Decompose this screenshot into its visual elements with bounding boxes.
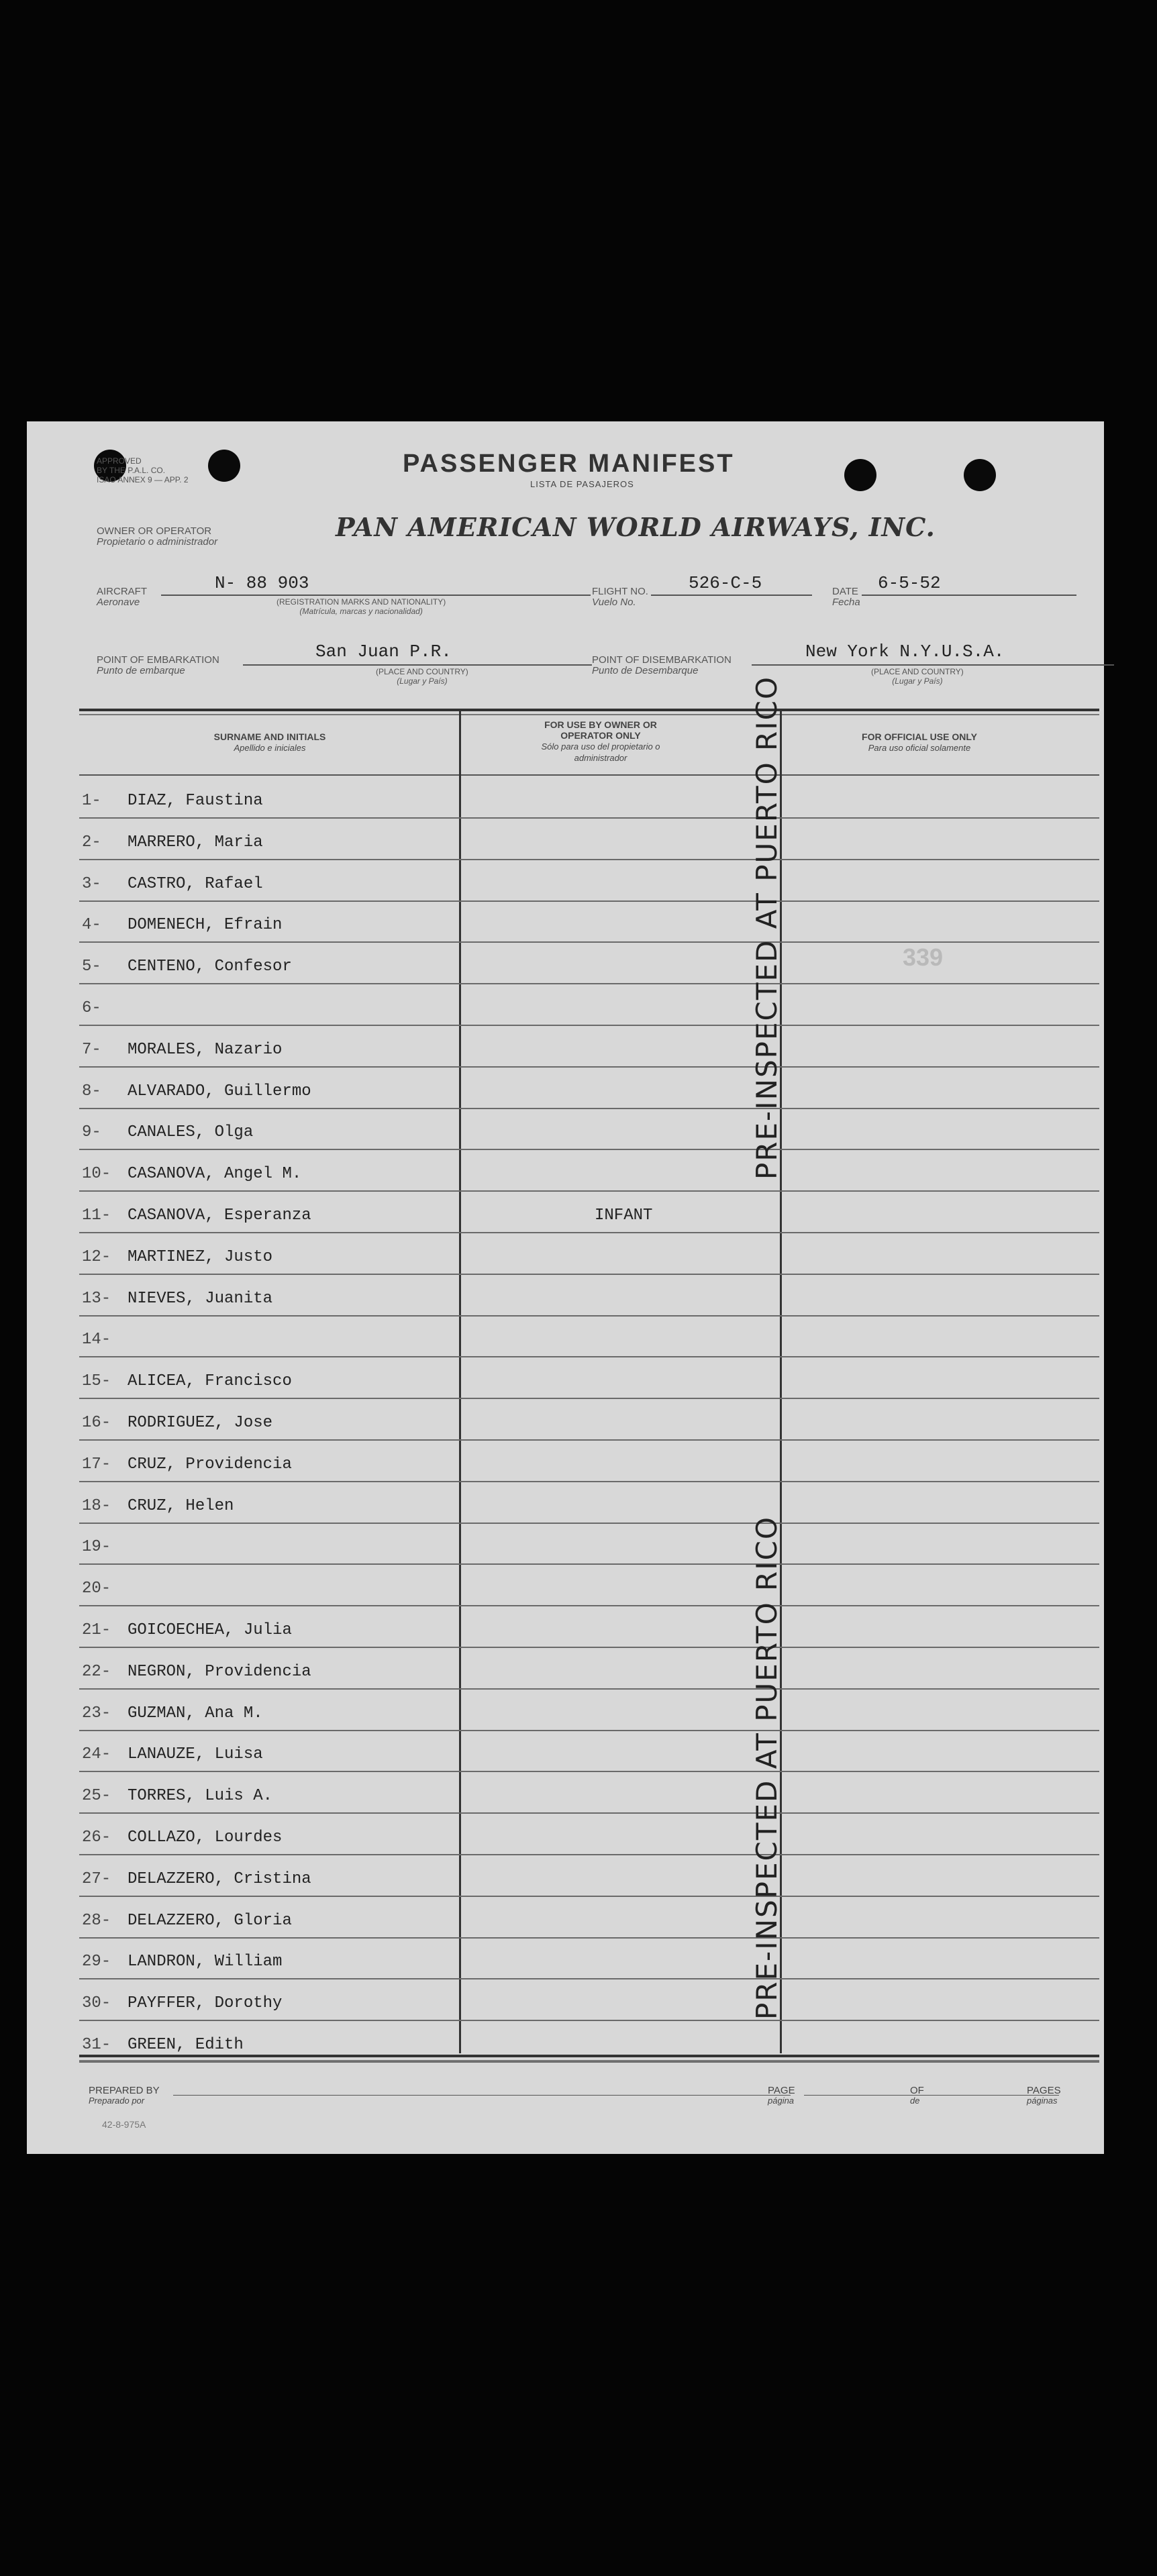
passenger-name: LANAUZE, Luisa (128, 1745, 263, 1763)
column-head-name: SURNAME AND INITIALS Apellido e iniciales (213, 731, 326, 753)
disembark-value: New York N.Y.U.S.A. (805, 641, 1005, 662)
date-value: 6-5-52 (878, 573, 941, 593)
embark-value: San Juan P.R. (315, 641, 452, 662)
table-row (82, 1981, 1102, 2021)
prepared-line (173, 2095, 791, 2096)
row-number: 24- (82, 1745, 111, 1763)
row-number: 2- (82, 833, 101, 852)
passenger-name: MARTINEZ, Justo (128, 1248, 273, 1266)
form-number: 42-8-975A (102, 2119, 146, 2130)
preinspected-stamp-2: PRE-INSPECTED AT PUERTO RICO (750, 1516, 783, 2020)
table-row (82, 1276, 1102, 1317)
passenger-name: CASANOVA, Esperanza (128, 1206, 311, 1225)
embark-label: POINT OF EMBARKATION Punto de embarque (97, 654, 219, 676)
manifest-document (27, 421, 1104, 2154)
row-rule (79, 2061, 1099, 2063)
table-row (82, 862, 1102, 902)
table-bottom-rule (79, 2055, 1099, 2057)
row-rule (79, 1812, 1099, 1814)
of-label: OF de (910, 2085, 924, 2106)
table-row (82, 1400, 1102, 1441)
column-head-official-use: FOR OFFICIAL USE ONLY Para uso oficial solamente (862, 731, 977, 753)
punch-hole-icon (208, 450, 240, 482)
row-number: 26- (82, 1828, 111, 1847)
passenger-name: CRUZ, Providencia (128, 1455, 292, 1474)
passenger-name: DOMENECH, Efrain (128, 916, 283, 934)
table-row (82, 1317, 1102, 1357)
pages-label: PAGES páginas (1027, 2085, 1061, 2106)
passenger-name: DIAZ, Faustina (128, 792, 263, 810)
row-number: 8- (82, 1082, 101, 1100)
row-rule (79, 859, 1099, 860)
row-rule (79, 1149, 1099, 1150)
aircraft-line (161, 595, 591, 596)
table-row (82, 1193, 1102, 1233)
table-row (82, 1484, 1102, 1524)
passenger-name: COLLAZO, Lourdes (128, 1828, 283, 1847)
row-rule (79, 1896, 1099, 1897)
row-number: 10- (82, 1165, 111, 1183)
table-row (82, 778, 1102, 819)
table-row (82, 1939, 1102, 1979)
row-number: 17- (82, 1455, 111, 1474)
owner-use-note: INFANT (595, 1206, 653, 1225)
passenger-name: ALVARADO, Guillermo (128, 1082, 311, 1100)
row-rule (79, 1854, 1099, 1855)
table-row (82, 1110, 1102, 1150)
row-rule (79, 2020, 1099, 2021)
table-bottom-rule-2 (79, 2060, 1099, 2061)
table-row (82, 1898, 1102, 1939)
row-number: 25- (82, 1787, 111, 1805)
owner-value: PAN AMERICAN WORLD AIRWAYS, INC. (336, 512, 936, 542)
row-rule (79, 1025, 1099, 1026)
passenger-name: DELAZZERO, Gloria (128, 1912, 292, 1930)
table-row (82, 1151, 1102, 1192)
row-rule (79, 1523, 1099, 1524)
passenger-name: GOICOECHEA, Julia (128, 1621, 292, 1639)
table-row (82, 1773, 1102, 1814)
table-top-rule-2 (79, 714, 1099, 715)
disembark-place-note: (PLACE AND COUNTRY) (Lugar y País) (871, 667, 964, 686)
disembark-line (752, 664, 1114, 666)
passenger-name: CASTRO, Rafael (128, 875, 263, 893)
row-number: 16- (82, 1414, 111, 1432)
row-number: 19- (82, 1538, 111, 1556)
passenger-name: TORRES, Luis A. (128, 1787, 273, 1805)
passenger-name: CENTENO, Confesor (128, 958, 292, 976)
table-row (82, 1649, 1102, 1690)
table-row (82, 1069, 1102, 1109)
row-rule (79, 1315, 1099, 1317)
flight-value: 526-C-5 (689, 573, 762, 593)
row-rule (79, 1439, 1099, 1441)
table-row (82, 1442, 1102, 1482)
passenger-name: NEGRON, Providencia (128, 1663, 311, 1681)
date-label: DATE Fecha (832, 586, 860, 608)
flight-label: FLIGHT NO. Vuelo No. (592, 586, 648, 608)
table-row (82, 820, 1102, 860)
row-number: 3- (82, 875, 101, 893)
prepared-by: PREPARED BY Preparado por (89, 2085, 160, 2106)
official-mark: 339 (903, 943, 944, 971)
row-rule (79, 941, 1099, 943)
row-number: 9- (82, 1123, 101, 1141)
passenger-name: ALICEA, Francisco (128, 1372, 292, 1390)
row-rule (79, 1356, 1099, 1357)
table-row (82, 986, 1102, 1026)
passenger-name: NIEVES, Juanita (128, 1290, 273, 1308)
row-number: 21- (82, 1621, 111, 1639)
row-number: 18- (82, 1497, 111, 1515)
manifest-title: PASSENGER MANIFEST (403, 450, 735, 478)
preinspected-stamp-1: PRE-INSPECTED AT PUERTO RICO (750, 676, 783, 1180)
row-number: 27- (82, 1870, 111, 1888)
passenger-name: CRUZ, Helen (128, 1497, 234, 1515)
table-row (82, 1815, 1102, 1855)
row-number: 28- (82, 1912, 111, 1930)
row-rule (79, 1730, 1099, 1731)
column-head-owner-use: FOR USE BY OWNER OR OPERATOR ONLY Sólo para uso del propietario o administrador (541, 719, 660, 763)
row-number: 14- (82, 1331, 111, 1349)
row-number: 5- (82, 958, 101, 976)
table-row (82, 1566, 1102, 1606)
row-rule (79, 983, 1099, 984)
table-row (82, 1359, 1102, 1399)
table-row (82, 1235, 1102, 1275)
passenger-name: MARRERO, Maria (128, 833, 263, 852)
passenger-name: GREEN, Edith (128, 2036, 244, 2054)
row-number: 6- (82, 999, 101, 1017)
table-row (82, 1857, 1102, 1897)
passenger-name: PAYFFER, Dorothy (128, 1994, 283, 2012)
row-number: 1- (82, 792, 101, 810)
page-label: PAGE página (768, 2085, 795, 2106)
manifest-subtitle: LISTA DE PASAJEROS (530, 479, 634, 489)
row-rule (79, 817, 1099, 819)
passenger-name: LANDRON, William (128, 1953, 283, 1971)
row-rule (79, 1066, 1099, 1068)
row-number: 22- (82, 1663, 111, 1681)
row-rule (79, 1771, 1099, 1772)
passenger-name: MORALES, Nazario (128, 1041, 283, 1059)
row-rule (79, 1937, 1099, 1939)
row-rule (79, 1232, 1099, 1233)
row-number: 20- (82, 1580, 111, 1598)
row-rule (79, 1605, 1099, 1606)
row-rule (79, 1481, 1099, 1482)
date-line (862, 595, 1076, 596)
aircraft-label: AIRCRAFT Aeronave (97, 586, 147, 608)
row-rule (79, 1563, 1099, 1565)
passenger-name: GUZMAN, Ana M. (128, 1704, 263, 1722)
table-row (82, 1608, 1102, 1648)
table-row (82, 1732, 1102, 1772)
embark-line (243, 664, 592, 666)
corner-note: APPROVED BY THE P.A.L. CO. ISAO ANNEX 9 — APP. 2 (97, 456, 189, 484)
table-row (82, 1525, 1102, 1565)
registration-note: (REGISTRATION MARKS AND NATIONALITY) (Matrícula, marcas y nacionalidad) (276, 597, 446, 616)
punch-hole-icon (844, 459, 876, 491)
owner-label: OWNER OR OPERATOR Propietario o administrador (97, 525, 218, 548)
row-number: 31- (82, 2036, 111, 2054)
row-number: 4- (82, 916, 101, 934)
row-number: 29- (82, 1953, 111, 1971)
row-number: 12- (82, 1248, 111, 1266)
row-rule (79, 1398, 1099, 1399)
passenger-name: RODRIGUEZ, Jose (128, 1414, 273, 1432)
row-number: 15- (82, 1372, 111, 1390)
header-bottom-rule (79, 774, 1099, 776)
row-rule (79, 1978, 1099, 1979)
table-row (82, 1027, 1102, 1068)
row-rule (79, 1108, 1099, 1109)
table-top-rule (79, 709, 1099, 711)
row-rule (79, 1647, 1099, 1648)
passenger-name: CANALES, Olga (128, 1123, 254, 1141)
table-row (82, 1691, 1102, 1731)
row-rule (79, 900, 1099, 902)
row-number: 7- (82, 1041, 101, 1059)
disembark-label: POINT OF DISEMBARKATION Punto de Desembarque (592, 654, 732, 676)
embark-place-note: (PLACE AND COUNTRY) (Lugar y País) (376, 667, 468, 686)
row-number: 23- (82, 1704, 111, 1722)
row-rule (79, 1688, 1099, 1690)
table-row (82, 944, 1102, 984)
punch-hole-icon (964, 459, 996, 491)
row-rule (79, 1190, 1099, 1192)
row-number: 30- (82, 1994, 111, 2012)
aircraft-value: N- 88 903 (215, 573, 309, 593)
row-number: 11- (82, 1206, 111, 1225)
row-number: 13- (82, 1290, 111, 1308)
row-rule (79, 1274, 1099, 1275)
flight-line (651, 595, 812, 596)
passenger-name: DELAZZERO, Cristina (128, 1870, 311, 1888)
table-row (82, 903, 1102, 943)
passenger-name: CASANOVA, Angel M. (128, 1165, 302, 1183)
